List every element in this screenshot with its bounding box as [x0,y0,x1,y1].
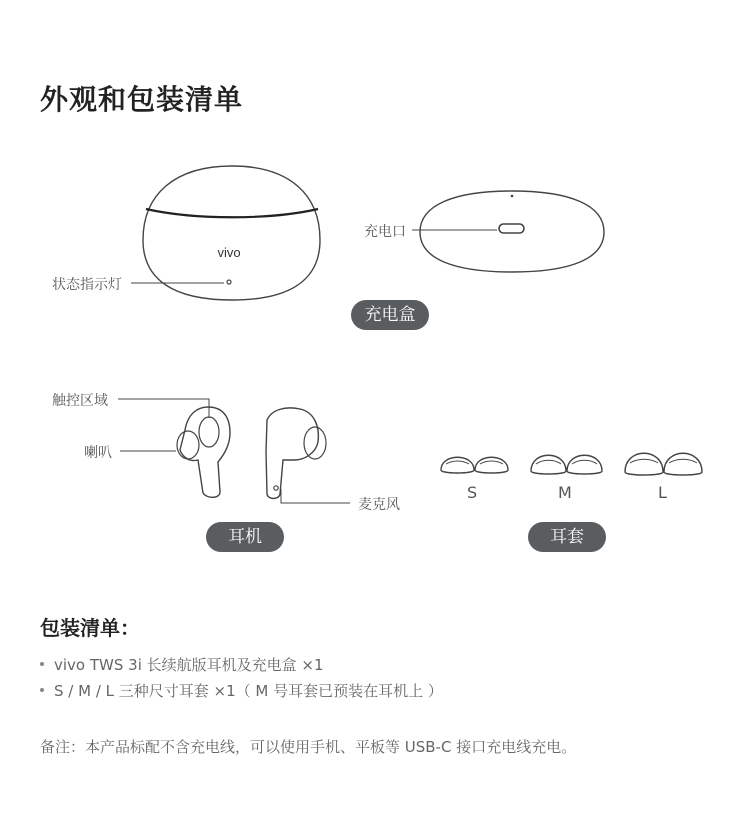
charging-case-front [143,166,320,300]
earbud-right [266,408,318,499]
eartip-size-l: L [658,483,667,502]
bullet-icon [40,662,44,666]
charging-case-pill: 充电盒 [351,300,429,330]
page-title: 外观和包装清单 [40,83,244,116]
eartip-m-1 [531,455,566,474]
status-indicator-light [227,280,231,284]
microphone-hole [274,486,278,490]
touch-area-label: 触控区域 [52,393,108,409]
earbud-left [180,407,230,497]
status-indicator-label: 状态指示灯 [52,277,122,293]
case-lid-seam [146,209,318,217]
eartip-l-1 [625,453,663,475]
eartip-m-2 [567,455,602,474]
eartip-size-s: S [467,483,478,502]
package-item-text: S / M / L 三种尺寸耳套 ×1（ M 号耳套已预装在耳机上 ） [54,682,443,700]
case-bottom-dot [511,195,514,198]
bullet-icon [40,688,44,692]
microphone-label: 麦克风 [358,497,400,513]
package-list-heading: 包装清单： [40,616,140,640]
speaker-label: 喇叭 [84,445,112,461]
eartip-s-2 [475,457,508,473]
charging-port-label: 充电口 [364,224,406,240]
earbud-right-tip [304,427,326,459]
charging-case-bottom [420,191,604,272]
package-item-text: vivo TWS 3i 长续航版耳机及充电盒 ×1 [54,656,324,674]
eartips-pill: 耳套 [528,522,606,552]
usb-c-port [499,224,524,233]
eartip-s-1 [441,457,474,473]
package-item [40,680,443,701]
earbuds-pill: 耳机 [206,522,284,552]
case-brand-logo: vivo [217,245,241,260]
eartip-size-m: M [558,483,572,502]
footnote: 备注：本产品标配不含充电线，可以使用手机、平板等 USB-C 接口充电线充电。 [40,738,577,756]
touch-area [199,417,219,447]
earbud-left-tip [177,431,199,459]
eartip-l-2 [664,453,702,475]
package-item [40,654,324,675]
